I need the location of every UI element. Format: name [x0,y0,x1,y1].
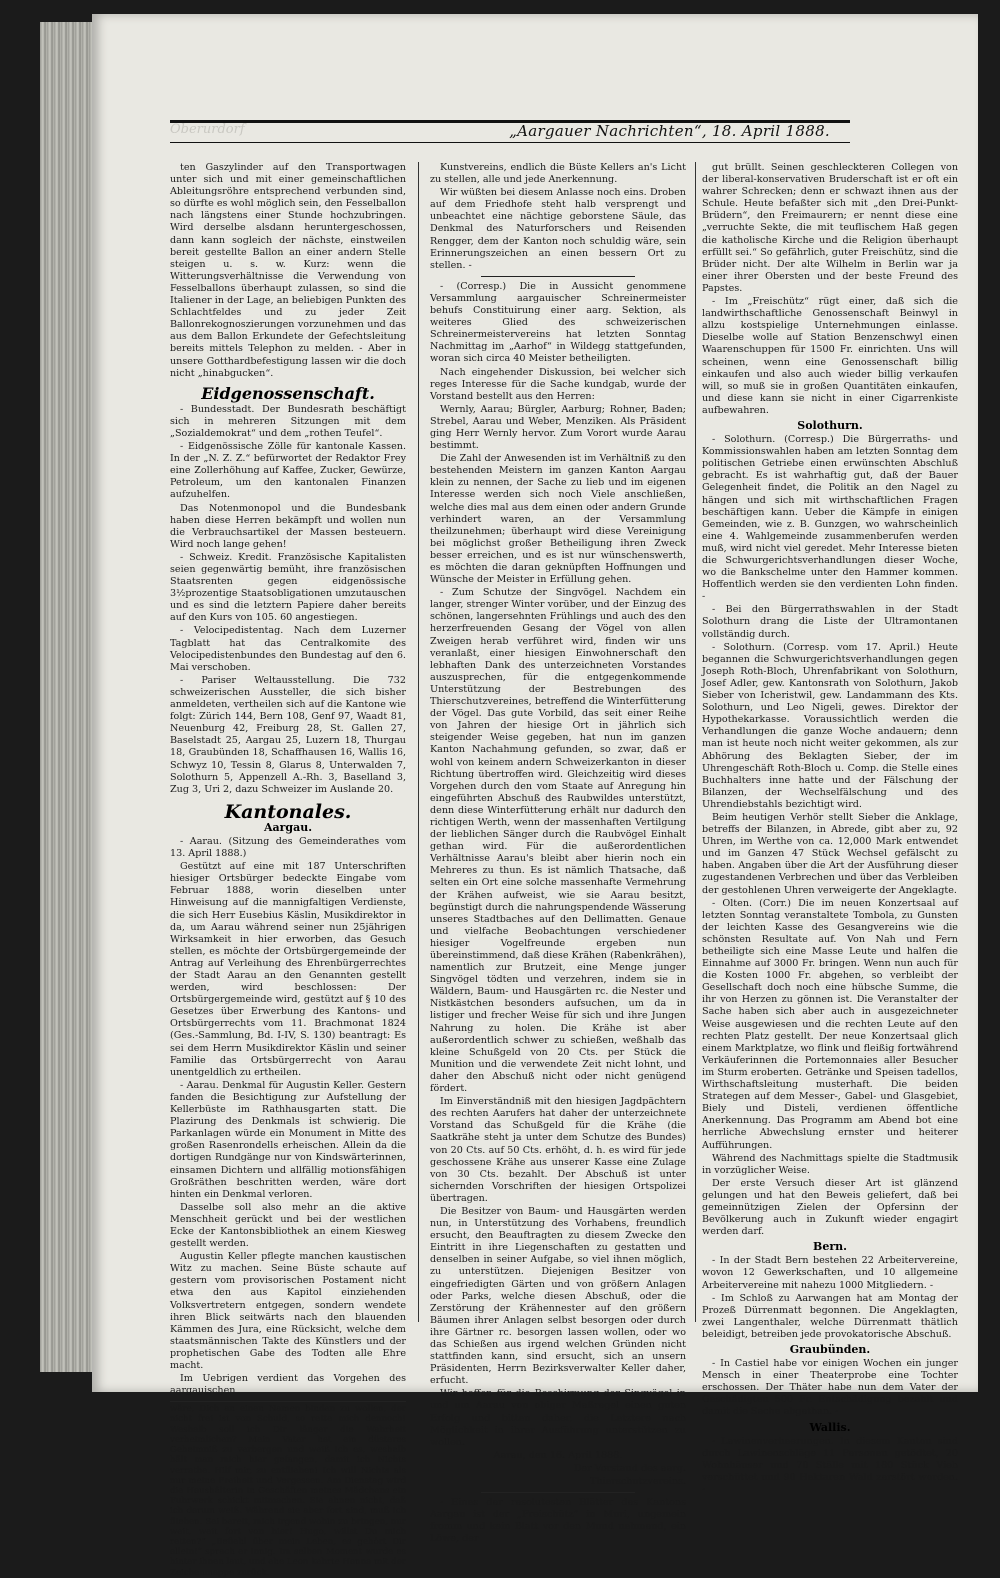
article-paragraph: - Im Schloß zu Aarwangen hat am Montag der Prozeß Dürrenmatt begonnen. Die Angeklagten, zwei Langenthaler, welche Dürrenmatt thätlich beleidigt, betreiben jede provokatorische Abschuß. [702,1292,958,1340]
article-paragraph: - Solothurn. (Corresp. vom 17. April.) Heute begannen die Schwurgerichtsverhandlungen gegen Joseph Roth-Bloch, Uhrenfabrikant von Solothurn, Josef Adler, gew. Kantonsrath von Solothurn, Jakob Sieber von Icheristwil, gew. Landammann des Kts. Solothurn, und Leo Nigeli, gewes. Direktor der Hypothekarkasse. Voraussichtlich werden die Verhandlungen die ganze Woche andauern; denn man ist heute noch nicht weiter gekommen, als zur Abhörung des Beklagten Sieber, der im Uhrengeschäft Roth-Bloch u. Comp. die Stelle eines Buchhalters inne hatte und der Fälschung der Bilanzen, der Wechselfälschung und des Uhrendiebstahls bezichtigt wird. [702,641,958,810]
article-paragraph: Kunstvereins, endlich die Büste Kellers an's Licht zu stellen, alle und jede Anerkennung. [430,162,686,186]
article-paragraph: - (Corresp.) Die in Aussicht genommene Versammlung aargauischer Schreinermeister behufs Constituirung einer aarg. Sektion, als weiteres Glied des schweizerischen Schreinermeistervereins hat letzten Sonntag Nachmittag im „Aarhof“ in Wildegg stattgefunden, woran sich circa 40 Meister betheiligten. [430,280,686,365]
section-title-kantonales: Kantonales. [224,800,352,823]
article-paragraph: - Lawinenverheerungen. In diesem Kanton sind durch Lawinenschläge 11 Personen getödtet, 20 Wohnhäuser und 70 Ställe mit 180 Stück Vieh verschüttet und 90 Hektaren Wald zerstört worden. - [702,1435,958,1496]
subsection-title-bern: Bern. [813,1240,847,1254]
newspaper-page [92,14,978,1578]
article-paragraph: - Im „Freischütz“ rügt einer, daß sich die landwirthschaftliche Genossenschaft Beinwyl in allzu kostspielige Unternehmungen einlasse. Dieselbe wolle auf Station Benzenschwyl einen Waarenschuppen für 1500 Fr. einrichten. Uns will scheinen, wenn eine Genossenschaft billig einkaufen und also auch wieder billig verkaufen will, so muß sie in großen Quantitäten einkaufen, und diese kann sie nicht in einer Cigarrenkiste aufbewahren. [702,296,958,416]
column-2 [430,162,686,1545]
article-paragraph: Beim heutigen Verhör stellt Sieber die Anklage, betreffs der Bilanzen, in Abrede, gibt aber zu, 92 Uhren, im Werthe von ca. 12,000 Mark entwendet und im Ganzen 47 Stück Wechsel gefälscht zu haben. Angaben über die Art der Ausführung dieser zugestandenen Verbrechen und über das Verbleiben der gestohlenen Uhren verweigerte der Angeklagte. [702,811,958,896]
article-paragraph: Während des Nachmittags spielte die Stadtmusik in vorzüglicher Weise. [702,1152,958,1176]
article-paragraph: Gestützt auf eine mit 187 Unterschriften hiesiger Ortsbürger bedeckte Eingabe vom Februar 1888, worin dieselben unter Hinweisung auf die mannigfaltigen Verdienste, die sich Herr Eusebius Käslin, Musikdirektor in da, um Aarau während seiner nun 25jährigen Wirksamkeit in hier erworben, das Gesuch stellen, es möchte der Ortsbürgergemeinde der Antrag auf Verleihung des Ehrenbürgerrechtes der Stadt Aarau an den Genannten gestellt werden, wird beschlossen: Der Ortsbürgergemeinde wird, gestützt auf § 10 des Gesetzes über Erwerbung des Kantons- und Ortsbürgerrechts vom 11. Brachmonat 1824 (Ges.-Sammlung, Bd. I-IV, S. 130) beantragt: Es sei dem Herrn Musikdirektor Käslin und seiner Familie das Ortsbürgerrecht von Aarau unentgeldlich zu ertheilen. [170,861,406,1078]
page-header [170,110,850,144]
header-rule-bottom [170,142,850,143]
article-paragraph: Augustin Keller pflegte manchen kaustischen Witz zu machen. Seine Büste schaute auf gestern vom provisorischen Postament nicht etwa den aus Kapitol einziehenden Volksvertretern entgegen, sondern wendete ihren Blick seitwärts nach den blauenden Kämmen des Jura, eine Rücksicht, welche dem staatsmännischen Takte des Künstlers und der prophetischen Gabe des Todten alle Ehre macht. [170,1251,406,1371]
article-paragraph: gut brüllt. Seinen geschleckteren Collegen von der liberal-konservativen Bruderschaft ist er oft ein wahrer Schrecken; denn er schwazt ihnen aus der Schule. Heute befaßter sich mit „den Drei-Punkt-Brüdern“, den Freimaurern; er nennt diese eine „verruchte Sekte, die mit teuflischem Haß gegen die katholische Kirche und die Religion überhaupt erfüllt sei.“ So gefährlich, guter Freischütz, sind die Brüder nicht. Der alte Wilhelm in Berlin war ja einer ihrer Obersten und der beste Freund des Papstes. [702,162,958,294]
place-date: Aarau, den 16. April 1888. [493,1449,623,1461]
article-paragraph: - Schweiz. Kredit. Französische Kapitalisten seien gegenwärtig bemüht, ihre französischen Staatsrenten gegen eidgenössische 3½prozentige Staatsobligationen umzutauschen und es sind die letztern Papiere daher bereits auf den Kurs von 105. 60 angestiegen. [170,551,406,624]
article-paragraph: - In der Stadt Bern bestehen 22 Arbeitervereine, wovon 12 Gewerkschaften, und 10 allgemeine Arbeitervereine mit nahezu 1000 Mitgliedern. - [702,1255,958,1291]
subsection-title-graubuenden: Graubünden. [789,1343,871,1356]
signature-line-1: Der Vorstand des aarg. [573,1462,686,1474]
article-paragraph: - Velocipedistentag. Nach dem Luzerner Tagblatt hat das Centralkomite des Velocipedistenbundes den Bundestag auf den 6. Mai verschoben. [170,625,406,673]
article-paragraph: Das Notenmonopol und die Bundesbank haben diese Herren bekämpft und wollen nun die Verbrauchsartikel der Massen besteuern. Wird noch lange gehen! [170,502,406,550]
column-divider-1 [418,162,419,1322]
article-paragraph: Die Besitzer von Baum- und Hausgärten werden nun, in Unterstützung des Vorhabens, freundlich ersucht, den Beauftragten zu diesem Zwecke den Eintritt in ihre Liegenschaften zu gestatten und denselben in seiner Aufgabe, so viel ihnen möglich, zu unterstützen. Diejenigen Besitzer von eingefriedigten Gärten und von größern Anlagen oder Parks, welche diesen Abschuß, oder die Zerstörung der Krähennester auf den größern Bäumen ihrer Anlagen selbst besorgen oder durch ihre Gärtner rc. besorgen lassen wollen, oder wo das Schießen aus irgend welchen Gründen nicht stattfinden kann, sind ersucht, sich an unsern Präsidenten, Herrn Bezirksverwalter Keller daher, erfucht. [430,1205,686,1387]
article-paragraph: - In Castiel habe vor einigen Wochen ein junger Mensch in einer Theaterprobe eine Tochter erschossen. Der Thäter habe nun dem Vater der Geschädigten 500 Fr. Entschädigung bezahlt und damit die Sache abgethan. - [702,1358,958,1418]
article-paragraph: - Bei den Bürgerrathswahlen in der Stadt Solothurn drang die Liste der Ultramontanen vollständig durch. [702,604,958,640]
subsection-title-wallis: Wallis. [809,1420,851,1434]
article-paragraph: - Eidgenössische Zölle für kantonale Kassen. In der „N. Z. Z.“ befürwortet der Redaktor Frey eine Zollerhöhung auf Kaffee, Zucker, Gewürze, Petroleum, um den kantonalen Finanzen aufzuhelfen. [170,441,406,501]
article-paragraph: Im Einverständniß mit den hiesigen Jagdpächtern des rechten Aarufers hat daher der unterzeichnete Vorstand das Schußgeld für die Krähe (die Saatkrähe steht ja unter dem Schutze des Bundes) von 20 Cts. auf 50 Cts. erhöht, d. h. es wird für jede geschossene Krähe aus unserer Kasse eine Zulage von 30 Cts. bezahlt. Der Abschuß ist unter sichernden Vorschriften der hiesigen Ortspolizei übertragen. [430,1096,686,1204]
section-title-eidgenossenschaft: Eidgenossenschaft. [201,383,375,403]
book-spine-edge [40,22,95,1372]
article-paragraph: - Pariser Weltausstellung. Die 732 schweizerischen Aussteller, die sich bisher anmeldeten, vertheilen sich auf die Kantone wie folgt: Zürich 144, Bern 108, Genf 97, Waadt 81, Neuenburg 42, Freiburg 28, St. Gallen 27, Baselstadt 25, Aargau 25, Luzern 18, Thurgau 18, Graubünden 18, Schaffhausen 16, Wallis 16, Schwyz 10, Tessin 8, Glarus 8, Unterwalden 7, Solothurn 5, Appenzell A.-Rh. 3, Baselland 3, Zug 3, Uri 2, dazu Schweizer im Auslande 20. [170,674,406,795]
article-divider [481,1492,635,1493]
article-divider [481,276,635,277]
article-paragraph: - Solothurn. (Corresp.) Die Bürgerraths- und Kommissionswahlen haben am letzten Sonntag dem politischen Getriebe einen erwünschten Abschluß gebracht. Es ist wahrhaftig gut, daß der Bauer Gelegenheit findet, die Politik an den Nagel zu hängen und sich mit wirthschaftlichen Fragen beschäftigen kann. Ueber die Kämpfe in einigen Gemeinden, wie z. B. Gunzgen, wo wahrscheinlich eine 4. Wahlgemeinde zusammenberufen werden muß, wird nicht viel geredet. Mehr Interesse bieten die Schwurgerichtsverhandlungen dieser Woche, wo die Bankschelme unter den Hammer kommen. Hoffentlich werden sie den verdienten Lohn finden. - [702,434,958,603]
article-paragraph: - Eines der resolutesten Blätter des Kantons Aargau ist der „Freischütz“ in Muri, ungemein fromm und kein Blatt vor den Mund nehmend, ein Löwe, der [430,1497,686,1545]
article-paragraph: Im Uebrigen verdient das Vorgehen des aargauischen [170,1373,406,1397]
article-paragraph: - Aarau. Denkmal für Augustin Keller. Gestern fanden die Besichtigung zur Aufstellung der Kellerbüste im Rathhausgarten statt. Die Plazirung des Denkmals ist schwierig. Die Parkanlagen würde ein Monument in Mitte des großen Rasenrondells erheischen. Allein da die dortigen Rundgänge nur von Kindswärterinnen, einsamen Dichtern und allfällig motionsfähigen Großräthen beschritten werden, wäre dort hinten ein Denkmal verloren. [170,1079,406,1200]
column-divider-2 [695,162,696,1322]
article-paragraph: - Bundesstadt. Der Bundesrath beschäftigt sich in mehreren Sitzungen mit dem „Sozialdemokrat“ und dem „rothen Teufel“. [170,403,406,439]
article-paragraph: ten Gaszylinder auf den Transportwagen unter sich und mit einer gemeinschaftlichen Ableitungsröhre entsprechend verbunden sind, so dürfte es wohl möglich sein, den Fesselballon nach längstens einer Stunde hochzubringen. Wird derselbe alsdann heruntergeschossen, dann kann sogleich der nächste, einstweilen bereit gestellte Ballon an einer andern Stelle steigen u. s. w. Kurz: wenn die Witterungsverhältnisse die Verwendung von Fesselballons überhaupt zulassen, so sind die Italiener in der Lage, an beliebigen Punkten des Schlachtfeldes und zu jeder Zeit Ballonrekognoszierungen vorzunehmen und das aus dem Ballon Erkundete der Gefechtsleitung bereits mittels Telephon zu melden. - Aber in unsere Gotthardbefestigung lassen wir die doch nicht „hinabgucken“. [170,162,406,379]
article-paragraph: Wir hoffen für die Beschirmung der Singvögel in und um Aarau von obiger Maßregel einen guten Erfolg und bitten daher, die Letztere nach Möglichkeit in ihrer Ausführung unterstützen zu wollen. [430,1388,686,1448]
article-paragraph: Wernly, Aarau; Bürgler, Aarburg; Rohner, Baden; Strebel, Aarau und Weber, Menziken. Als Präsident ging Herr Wernly hervor. Zum Vorort wurde Aarau bestimmt. [430,403,686,452]
article-paragraph: - Aarau. (Sitzung des Gemeinderathes vom 13. April 1888.) [170,835,406,860]
article-paragraph: Der erste Versuch dieser Art ist glänzend gelungen und hat den Beweis geliefert, daß bei gemeinnützigen Zielen der Opfersinn der Bevölkerung auch in Zukunft wieder engagirt werden darf. [702,1177,958,1238]
subsection-title-aargau: Aargau. [263,820,313,834]
article-paragraph: Wir wüßten bei diesem Anlasse noch eins. Droben auf dem Friedhofe steht halb versprengt und unbeachtet eine nächtige geborstene Säule, das Denkmal des Naturforschers und Reisenden Rengger, dem der Kanton noch schuldig wäre, sein Erinnerungszeichen an einen bessern Ort zu stellen. - [430,187,686,271]
signature-line-2: Thierschutzvereins. [589,1476,686,1488]
article-paragraph: Die Zahl der Anwesenden ist im Verhältniß zu den bestehenden Meistern im ganzen Kanton Aargau klein zu nennen, der Sache zu lieb und im eigenen Interesse werden sich noch Viele anschließen, welche dies mal aus dem einen oder andern Grunde verhindert waren, an der Versammlung theilzunehmen; überhaupt wird diese Vereinigung bei möglichst großer Betheiligung ihren Zweck besser erreichen, und es ist nur wünschenswerth, es möchten die daran geknüpften Hoffnungen und Wünsche der Meister in Erfüllung gehen. [430,453,686,586]
column-1 [170,162,406,1578]
article-paragraph: Nach eingehender Diskussion, bei welcher sich reges Interesse für die Sache kundgab, wurde der Vorstand bestellt aus den Herren: [430,366,686,402]
subsection-title-solothurn: Solothurn. [797,418,863,432]
feuilleton-excerpt: wäre, Dich an einen Namen binden zu wollen, der nicht frei ist von Schuld, so rette mich dennoch! Weshalb soll ich Dir länger die Wahrheit verheimlichen? Mein Vater hat ein düsteres Geheimniß zu verbergen und weiß ich es, weshalb hält man mich hier gefangen, damit ich Nichts verrathe. Hilf mir, zu entfliehen! Ich will Nichts als nur meine Freiheit und Vergessen. Am Dienstag wird die Haushälterin in Geschäften meines Mädchens ein Fuhrwerk schickt mitmachen. Sie ahnen nicht, daß ich darum weiß. Während sie aber fort sind, muß ich fliehen. Sei bereit, mich irgend wohin zu bringen, nur weit, weit fort von hier! Hugo, willst Du mich retten?“ „Befiehl über mein Leben, es gehört Dir allein!“ sprach er innig. Im selben Moment wurde es hinter ihnen laut, und ehe Leon kehrte Hanna mit der Zeichenmappe zurück. [170,1401,406,1577]
article-paragraph: - Olten. (Corr.) Die im neuen Konzertsaal auf letzten Sonntag veranstaltete Tombola, zu Gunsten der leichten Kasse des Gesangvereins wie die schönsten Resultate auf. Von Nah und Fern betheiligte sich eine Masse Leute und halfen die Einnahme auf 3000 Fr. bringen. Wenn nun auch für die Kosten 1000 Fr. abgehen, so verbleibt der Gesellschaft doch noch eine hübsche Summe, die ihr von Herzen zu gönnen ist. Die Veranstalter der Sache haben sich aber auch in ausgezeichneter Weise ausgewiesen und die rechten Leute auf den rechten Platz gestellt. Der neue Konzertsaal glich einem Marktplatze, wo flink und fleißig fortwährend Verkäuferinnen die Portemonnaies aller Besucher im Sturm eroberten. Getränke und Speisen tadellos, Wirthschaftsleitung musterhaft. Die beiden Strategen auf dem Messer-, Gabel- und Glasgebiet, Biely und Disteli, verdienen öffentliche Anerkennung. Das Programm am Abend bot eine herrliche Abwechslung ernster und heiterer Aufführungen. [702,897,958,1151]
column-3 [702,162,958,1496]
header-ghost-text: Oberurdorf [170,122,245,137]
article-paragraph: Dasselbe soll also mehr an die aktive Menschheit gerückt und bei der westlichen Ecke der Kantonsbibliothek an einem Kiesweg gestellt werden. [170,1201,406,1250]
page-title: „Aargauer Nachrichten“, 18. April 1888. [509,122,830,140]
article-paragraph: - Zum Schutze der Singvögel. Nachdem ein langer, strenger Winter vorüber, und der Einzug des schönen, langersehnten Frühlings und auch des den herzerfreuenden Gesang der Vögel von allen Zweigen herab verführet wird, finden wir uns veranlaßt, einer hiesigen Einwohnerschaft den lebhaften Dank des unterzeichneten Vorstandes auszusprechen, für die entgegenkommende Unterstützung der Bestrebungen des Thierschutzvereines, betreffend die Winterfütterung der Vögel. Das gute Vorbild, das seit einer Reihe von Jahren der hiesige Ort in jährlich sich steigender Weise gegeben, hat nun im ganzen Kanton Nachahmung gefunden, so zwar, daß er wohl von keinem andern Schweizerkanton in dieser Richtung übertroffen wird. Gleichzeitig wird dieses Vorgehen durch den vom Staate auf Anregung hin eingeführten Abschuß des Raubwildes unterstützt, denn diese Winterfütterung erhält nur dadurch den richtigen Werth, wenn der massenhaften Vertilgung der lieblichen Sänger durch die Raubvögel Einhalt gethan wird. Für die außerordentlichen Verhältnisse Aarau's bleibt aber hierin noch ein Mehreres zu thun. Es ist nämlich Thatsache, daß selten ein Ort eine solche massenhafte Vermehrung der Krähen aufweist, wie sie Aarau besitzt, begünstigt durch die nahrungspendende Wässerung unseres Stadtbaches auf den Dellimatten. Genaue und vielfache Beobachtungen verschiedener hiesiger Vogelfreunde ergeben nun übereinstimmend, daß diese Krähen (Rabenkrähen), namentlich zur Brutzeit, eine Menge junger Singvögel tödten und verzehren, indem sie in Wäldern, Baum- und Hausgärten rc. die Nester und Nistkästchen besonders aufsuchen, um da in listiger und frecher Weise für sich und ihre Jungen Nahrung zu holen. Die Krähe ist aber außerordentlich schwer zu schießen, weßhalb das kleine Schußgeld von 20 Cts. per Stück die Munition und die verwendete Zeit nicht lohnt, und daher den Abschuß nicht oder nicht genügend fördert. [430,587,686,1095]
